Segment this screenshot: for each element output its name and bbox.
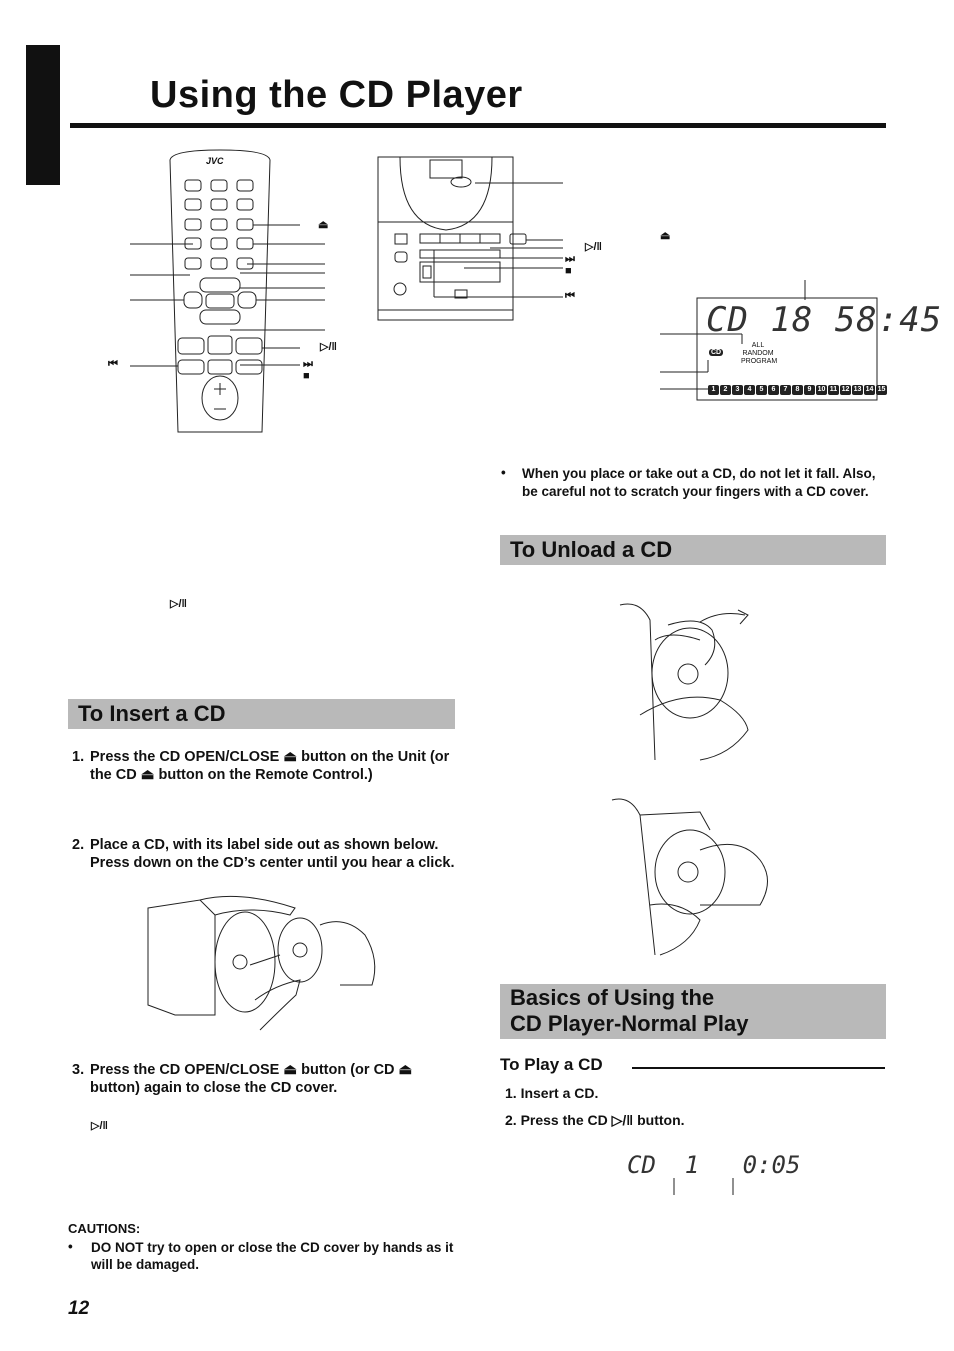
- caution-text: DO NOT try to open or close the CD cover by hands as it will be damaged.: [91, 1240, 454, 1272]
- remote-prev-label: ⏮: [108, 358, 118, 370]
- basics-heading-line-2: CD Player-Normal Play: [510, 1011, 749, 1036]
- section-edge-tab: [26, 45, 60, 185]
- display-track-numbers: [708, 385, 887, 395]
- remote-stop-label: ■: [303, 370, 310, 382]
- indicator-cd: CD: [711, 349, 722, 356]
- track-number-box: 12: [841, 386, 850, 393]
- unit-prev-label: ⏮: [565, 290, 575, 302]
- indicator-all: ALL: [751, 342, 765, 349]
- remote-next-label: ⏭: [303, 358, 313, 370]
- unit-next-label: ⏭: [565, 253, 575, 265]
- remote-eject-label: ⏏: [318, 219, 329, 231]
- track-number-box: 14: [865, 386, 874, 393]
- step-number: 2.: [72, 837, 85, 853]
- remote-brand-logo: JVC: [206, 156, 224, 166]
- insert-cd-heading: To Insert a CD: [68, 699, 455, 729]
- track-number-box: 11: [829, 386, 838, 393]
- track-number-box: 1: [708, 385, 719, 395]
- track-number-box: 5: [756, 385, 767, 395]
- insert-step-1: [72, 748, 462, 808]
- step-text: Place a CD, with its label side out as shown below. Press down on the CD’s center until you hear a click.: [90, 837, 455, 871]
- page-title: Using the CD Player: [150, 74, 523, 116]
- track-number-box: 2: [720, 385, 731, 395]
- subheading-rule: [632, 1067, 885, 1069]
- display-mode-indicators: [741, 342, 778, 366]
- cautions-title: CAUTIONS:: [68, 1221, 141, 1236]
- left-play-symbol: ▷/‖: [170, 598, 187, 610]
- track-number-box: 3: [732, 385, 743, 395]
- play-cd-subheading: To Play a CD: [500, 1055, 603, 1074]
- basics-heading: [500, 984, 886, 1039]
- caution-bullet: •: [68, 1239, 73, 1254]
- track-number-box: 10: [817, 386, 826, 393]
- step3-play-symbol: ▷/‖: [91, 1120, 108, 1132]
- play-step-1: 1. Insert a CD.: [505, 1085, 599, 1101]
- step-text: Press the CD OPEN/CLOSE ⏏ button (or CD ⏏ button) again to close the CD cover.: [90, 1062, 413, 1096]
- warning-bullet: •: [501, 465, 506, 480]
- unit-stop-label: ■: [565, 265, 572, 277]
- warning-text: When you place or take out a CD, do not let it fall. Also, be careful not to scratch your fingers with a CD cover.: [522, 466, 876, 499]
- track-number-box: 6: [768, 385, 779, 395]
- track-number-box: 8: [792, 385, 803, 395]
- insert-step-3: [72, 1061, 462, 1101]
- unload-cd-heading: To Unload a CD: [500, 535, 886, 565]
- indicator-program: PROGRAM: [741, 358, 778, 365]
- unit-eject-label: ⏏: [660, 230, 671, 242]
- insert-step-2: [72, 836, 462, 896]
- display-main-readout: CD 18 58:45: [706, 300, 943, 340]
- track-number-box: 4: [744, 385, 755, 395]
- basics-heading-line-1: Basics of Using the: [510, 985, 715, 1010]
- indicator-random: RANDOM: [742, 350, 774, 357]
- lcd-example-readout: CD 1 0:05: [627, 1151, 801, 1179]
- play-step-2: 2. Press the CD ▷/‖ button.: [505, 1112, 685, 1128]
- step-number: 1.: [72, 749, 85, 765]
- track-number-box: 15: [877, 386, 886, 393]
- track-number-box: 7: [780, 385, 791, 395]
- page-number: 12: [68, 1298, 90, 1319]
- step-number: 3.: [72, 1062, 85, 1078]
- title-rule: [70, 123, 886, 128]
- track-number-box: 13: [853, 386, 862, 393]
- step-text: Press the CD OPEN/CLOSE ⏏ button on the Unit (or the CD ⏏ button on the Remote Control.): [90, 749, 450, 783]
- track-number-box: 9: [804, 385, 815, 395]
- unit-play-pause-label: ▷/‖: [585, 241, 602, 253]
- remote-play-pause-label: ▷/‖: [320, 341, 337, 353]
